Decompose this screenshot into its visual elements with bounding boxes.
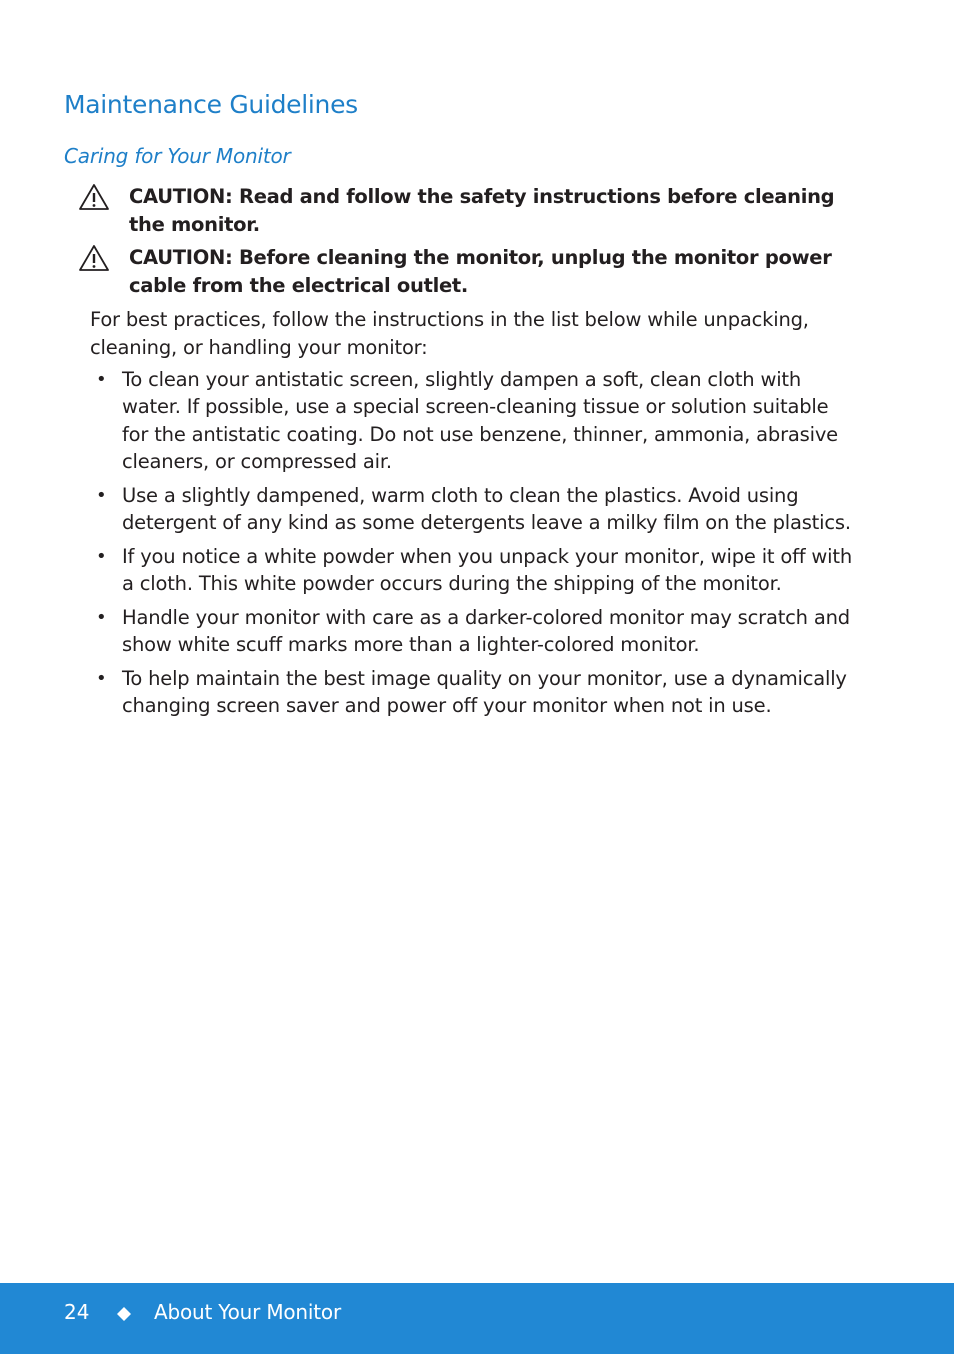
- list-item-text: Handle your monitor with care as a darker-colored monitor may scratch and show white scuff marks more than a lighter-colored monitor.: [122, 605, 850, 657]
- page-heading: Maintenance Guidelines: [64, 90, 358, 119]
- bullet-icon: •: [96, 369, 107, 390]
- list-item: [90, 543, 860, 598]
- bullet-icon: •: [96, 484, 107, 506]
- list-item: [90, 665, 860, 720]
- caution-text: CAUTION: Before cleaning the monitor, unplug the monitor power cable from the electrical outlet.: [129, 246, 832, 297]
- footer-section-title: About Your Monitor: [154, 1300, 341, 1324]
- page-number: 24: [64, 1300, 90, 1324]
- warning-triangle-icon: [78, 244, 110, 272]
- list-item-text: If you notice a white powder when you unpack your monitor, wipe it off with a cloth. This white powder occurs during the shipping of the monitor.: [122, 544, 852, 596]
- care-instructions-list: [90, 366, 860, 726]
- warning-triangle-icon: [78, 183, 110, 211]
- bullet-icon: •: [96, 545, 107, 567]
- list-item-text: To help maintain the best image quality on your monitor, use a dynamically changing screen saver and power off your monitor when not in use.: [122, 666, 847, 718]
- list-item: [90, 482, 860, 537]
- diamond-icon: [114, 1304, 134, 1324]
- list-item: [90, 604, 860, 659]
- list-item-text: Use a slightly dampened, warm cloth to clean the plastics. Avoid using detergent of any kind as some detergents leave a milky film on the plastics.: [122, 483, 851, 534]
- list-item: [90, 366, 860, 475]
- bullet-icon: •: [96, 667, 107, 689]
- bullet-icon: •: [96, 606, 107, 628]
- intro-paragraph: For best practices, follow the instructions in the list below while unpacking, cleaning, or handling your monitor:: [90, 308, 809, 359]
- page-footer: [0, 1283, 954, 1354]
- caution-text: CAUTION: Read and follow the safety instructions before cleaning the monitor.: [129, 185, 835, 236]
- list-item-text: To clean your antistatic screen, slightly dampen a soft, clean cloth with water. If possible, use a special screen-cleaning tissue or solution suitable for the antistatic coating. Do not use benzene, thinner, ammonia, abrasive cleaners, or compressed air.: [122, 368, 838, 473]
- section-subheading: Caring for Your Monitor: [64, 144, 291, 168]
